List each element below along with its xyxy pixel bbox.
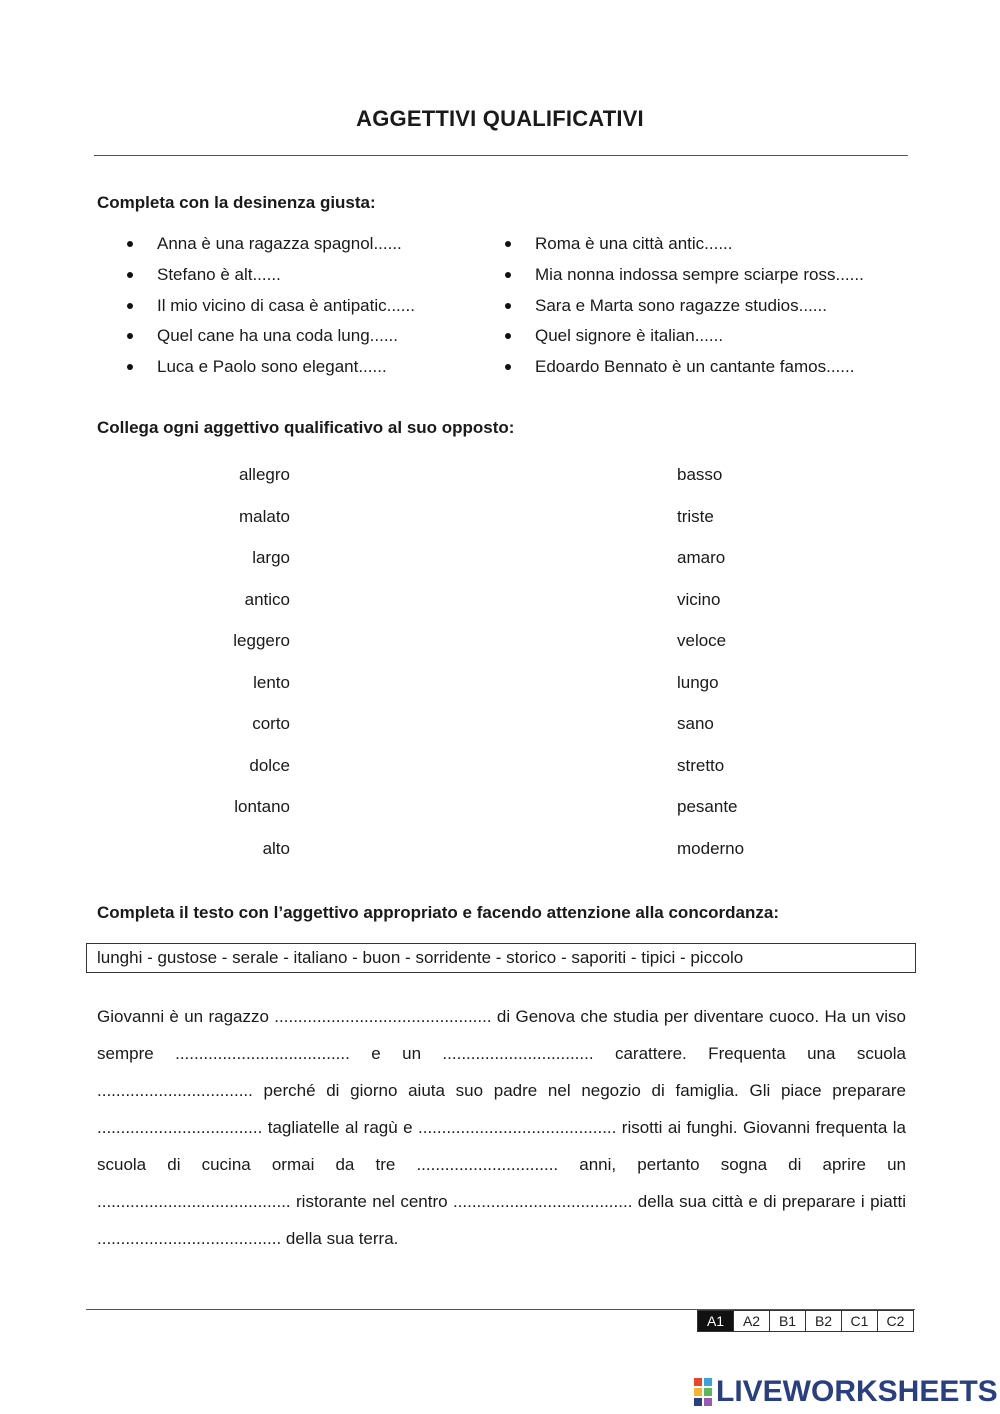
list-item: Quel cane ha una coda lung...... [97,325,415,356]
match-word-left[interactable]: allegro [238,465,290,484]
list-item: Quel signore è italian...... [475,325,864,356]
adjectives-column [233,463,290,878]
level-b2[interactable]: B2 [805,1311,841,1331]
match-word-left[interactable]: lontano [234,797,290,816]
level-a1[interactable]: A1 [698,1311,733,1331]
list-item: Il mio vicino di casa è antipatic...... [97,295,415,326]
liveworksheets-logo-icon [694,1378,712,1406]
match-word-right[interactable]: lungo [677,672,719,692]
endings-list-right [475,233,864,387]
logo-square [694,1378,702,1386]
logo-square [694,1398,702,1406]
list-item: Mia nonna indossa sempre sciarpe ross...... [475,264,864,295]
list-item: Stefano è alt...... [97,264,415,295]
brand-logo-link[interactable] [694,1375,998,1409]
match-word-right[interactable]: triste [677,506,714,526]
list-item: Anna è una ragazza spagnol...... [97,233,415,264]
match-word-left[interactable]: malato [238,506,290,526]
level-c1[interactable]: C1 [841,1311,877,1331]
logo-square [704,1398,712,1406]
section2-heading: Collega ogni aggettivo qualificativo al suo opposto: [97,418,515,437]
match-word-left[interactable]: corto [252,714,290,733]
match-word-right[interactable]: sano [677,714,714,733]
match-word-right[interactable]: stretto [677,755,725,775]
brand-name: LIVEWORKSHEETS [716,1375,998,1408]
logo-square [704,1388,712,1396]
match-word-left[interactable]: antico [244,589,290,609]
level-b1[interactable]: B1 [769,1311,805,1331]
page-title: AGGETTIVI QUALIFICATIVI [356,106,644,131]
match-word-left[interactable]: alto [262,838,290,858]
list-item: Edoardo Bennato è un cantante famos...... [475,356,864,387]
match-word-left[interactable]: largo [252,548,290,567]
opposites-column [677,463,744,878]
match-word-left[interactable]: lento [253,672,290,692]
section1-heading: Completa con la desinenza giusta: [97,193,376,212]
section3-heading: Completa il testo con l’aggettivo appropriato e facendo attenzione alla concordanza: [97,903,779,922]
list-item: Sara e Marta sono ragazze studios...... [475,295,864,326]
list-item: Roma è una città antic...... [475,233,864,264]
endings-list-left [97,233,415,387]
level-c2[interactable]: C2 [877,1311,913,1331]
match-word-right[interactable]: amaro [677,548,726,567]
logo-square [704,1378,712,1386]
match-word-left[interactable]: dolce [249,755,290,775]
logo-square [694,1388,702,1396]
title-divider [94,155,908,156]
cloze-passage: Giovanni è un ragazzo .............................................. di Genova che studia per diventare cuoco. Ha un viso sempre ..................................... e un ................................ carattere. Frequenta una scuola ................................. perché di giorno aiuta suo padre nel negozio di famiglia. Gli piace preparare ................................... tagliatelle al ragù e .......................................... risotti ai funghi. Giovanni frequenta la scuola di cucina ormai da tre .............................. anni, pertanto sogna di aprire un ......................................... ristorante nel centro ...................................... della sua città e di preparare i piatti ....................................... della sua terra. [97,1007,906,1248]
list-item: Luca e Paolo sono elegant...... [97,356,415,387]
match-word-left[interactable]: leggero [233,631,290,650]
level-selector [697,1310,914,1332]
match-word-right[interactable]: basso [677,465,723,484]
match-word-right[interactable]: vicino [677,589,721,609]
word-bank: lunghi - gustose - serale - italiano - buon - sorridente - storico - saporiti - tipici - piccolo [86,943,916,973]
match-word-right[interactable]: pesante [677,797,738,816]
level-a2[interactable]: A2 [733,1311,769,1331]
match-word-right[interactable]: veloce [677,631,727,650]
match-word-right[interactable]: moderno [677,838,745,858]
